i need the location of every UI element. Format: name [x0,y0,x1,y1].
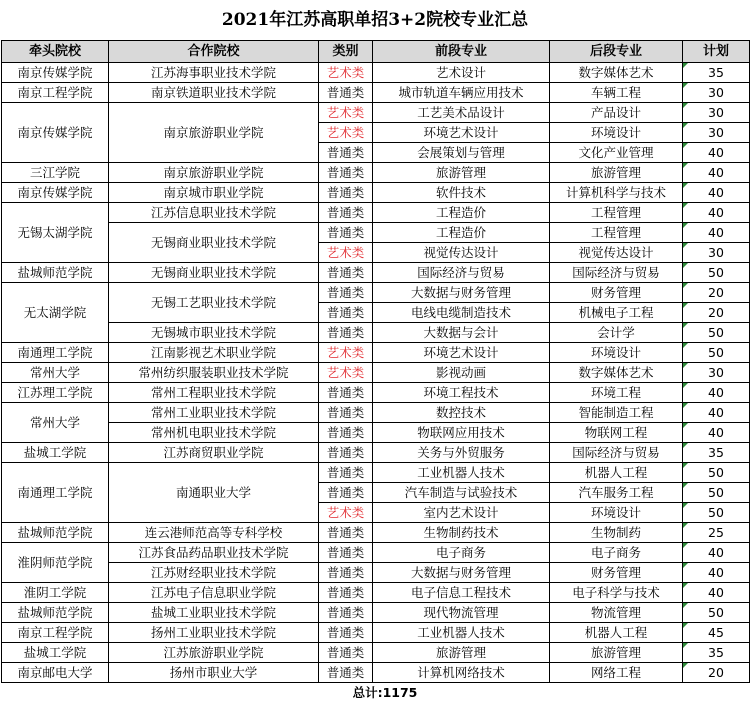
table-row [2,383,750,403]
front-cell: 电线电缆制造技术 [373,303,550,323]
type-cell: 普通类 [319,263,373,283]
partner-cell: 南京铁道职业技术学院 [109,83,319,103]
table-row [2,583,750,603]
back-cell: 财务管理 [550,283,683,303]
table-row [2,603,750,623]
type-cell: 普通类 [319,163,373,183]
table-row [2,323,750,343]
back-cell: 旅游管理 [550,643,683,663]
partner-cell: 常州工程职业技术学院 [109,383,319,403]
plan-cell: 40 [683,383,750,403]
type-cell: 艺术类 [319,123,373,143]
partner-cell: 南京旅游职业学院 [109,163,319,183]
header-plan: 计划 [683,41,750,63]
partner-cell: 江苏食品药品职业技术学院 [109,543,319,563]
partner-cell: 江苏信息职业技术学院 [109,203,319,223]
back-cell: 机械电子工程 [550,303,683,323]
type-cell: 普通类 [319,183,373,203]
lead-cell: 盐城师范学院 [2,263,109,283]
table-row [2,63,750,83]
lead-cell: 南京传媒学院 [2,103,109,163]
lead-cell: 盐城工学院 [2,443,109,463]
type-cell: 普通类 [319,303,373,323]
type-cell: 普通类 [319,583,373,603]
front-cell: 数控技术 [373,403,550,423]
plan-cell: 35 [683,63,750,83]
back-cell: 国际经济与贸易 [550,443,683,463]
back-cell: 物流管理 [550,603,683,623]
plan-cell: 50 [683,503,750,523]
front-cell: 工程造价 [373,203,550,223]
plan-cell: 30 [683,83,750,103]
back-cell: 工程管理 [550,203,683,223]
partner-cell: 南京旅游职业学院 [109,103,319,163]
table-row [2,403,750,423]
plan-cell: 30 [683,123,750,143]
front-cell: 电子信息工程技术 [373,583,550,603]
table-row [2,363,750,383]
back-cell: 环境设计 [550,343,683,363]
sheet-title: 2021年江苏高职单招3+2院校专业汇总 [221,10,529,30]
type-cell: 普通类 [319,563,373,583]
plan-cell: 30 [683,103,750,123]
plan-cell: 40 [683,583,750,603]
program-table [1,40,750,683]
table-row [2,103,750,123]
plan-cell: 40 [683,223,750,243]
back-cell: 网络工程 [550,663,683,683]
back-cell: 环境设计 [550,123,683,143]
type-cell: 普通类 [319,383,373,403]
plan-cell: 40 [683,403,750,423]
back-cell: 文化产业管理 [550,143,683,163]
type-cell: 普通类 [319,483,373,503]
plan-cell: 50 [683,463,750,483]
table-row [2,263,750,283]
type-cell: 普通类 [319,323,373,343]
plan-cell: 20 [683,283,750,303]
back-cell: 产品设计 [550,103,683,123]
table-row [2,423,750,443]
partner-cell: 无锡工艺职业技术学院 [109,283,319,323]
partner-cell: 江南影视艺术职业学院 [109,343,319,363]
plan-cell: 35 [683,443,750,463]
back-cell: 数字媒体艺术 [550,363,683,383]
plan-cell: 30 [683,243,750,263]
lead-cell: 南京工程学院 [2,623,109,643]
lead-cell: 南通理工学院 [2,463,109,523]
type-cell: 艺术类 [319,243,373,263]
plan-cell: 40 [683,163,750,183]
table-row [2,523,750,543]
front-cell: 工程造价 [373,223,550,243]
front-cell: 工业机器人技术 [373,623,550,643]
header-back: 后段专业 [550,41,683,63]
table-row [2,283,750,303]
lead-cell: 淮阴工学院 [2,583,109,603]
front-cell: 国际经济与贸易 [373,263,550,283]
type-cell: 普通类 [319,463,373,483]
back-cell: 汽车服务工程 [550,483,683,503]
back-cell: 机器人工程 [550,463,683,483]
front-cell: 工业机器人技术 [373,463,550,483]
front-cell: 环境艺术设计 [373,123,550,143]
front-cell: 环境艺术设计 [373,343,550,363]
lead-cell: 南京工程学院 [2,83,109,103]
back-cell: 旅游管理 [550,163,683,183]
partner-cell: 常州工业职业技术学院 [109,403,319,423]
back-cell: 财务管理 [550,563,683,583]
back-cell: 环境工程 [550,383,683,403]
table-row [2,343,750,363]
back-cell: 国际经济与贸易 [550,263,683,283]
front-cell: 旅游管理 [373,163,550,183]
partner-cell: 无锡城市职业技术学院 [109,323,319,343]
lead-cell: 常州大学 [2,403,109,443]
total-line: 总计:1175 [352,685,418,700]
lead-cell: 三江学院 [2,163,109,183]
type-cell: 普通类 [319,203,373,223]
front-cell: 室内艺术设计 [373,503,550,523]
table-row [2,83,750,103]
partner-cell: 江苏财经职业技术学院 [109,563,319,583]
partner-cell: 扬州市职业大学 [109,663,319,683]
table-row [2,463,750,483]
lead-cell: 江苏理工学院 [2,383,109,403]
partner-cell: 常州纺织服装职业技术学院 [109,363,319,383]
front-cell: 现代物流管理 [373,603,550,623]
lead-cell: 淮阴师范学院 [2,543,109,583]
partner-cell: 扬州工业职业技术学院 [109,623,319,643]
plan-cell: 30 [683,363,750,383]
plan-cell: 40 [683,143,750,163]
front-cell: 生物制药技术 [373,523,550,543]
plan-cell: 40 [683,423,750,443]
front-cell: 视觉传达设计 [373,243,550,263]
front-cell: 旅游管理 [373,643,550,663]
front-cell: 艺术设计 [373,63,550,83]
partner-cell: 江苏旅游职业学院 [109,643,319,663]
partner-cell: 江苏商贸职业学院 [109,443,319,463]
plan-cell: 35 [683,643,750,663]
plan-cell: 40 [683,183,750,203]
type-cell: 艺术类 [319,343,373,363]
type-cell: 普通类 [319,83,373,103]
table-row [2,623,750,643]
plan-cell: 25 [683,523,750,543]
header-lead: 牵头院校 [2,41,109,63]
front-cell: 影视动画 [373,363,550,383]
front-cell: 环境工程技术 [373,383,550,403]
back-cell: 车辆工程 [550,83,683,103]
table-row [2,443,750,463]
header-row [2,41,750,63]
back-cell: 机器人工程 [550,623,683,643]
lead-cell: 南通理工学院 [2,343,109,363]
plan-cell: 50 [683,323,750,343]
partner-cell: 南京城市职业学院 [109,183,319,203]
back-cell: 数字媒体艺术 [550,63,683,83]
partner-cell: 江苏海事职业技术学院 [109,63,319,83]
type-cell: 普通类 [319,443,373,463]
type-cell: 普通类 [319,663,373,683]
type-cell: 普通类 [319,603,373,623]
partner-cell: 常州机电职业技术学院 [109,423,319,443]
back-cell: 会计学 [550,323,683,343]
header-front: 前段专业 [373,41,550,63]
table-row [2,223,750,243]
table-row [2,163,750,183]
front-cell: 大数据与会计 [373,323,550,343]
back-cell: 计算机科学与技术 [550,183,683,203]
type-cell: 普通类 [319,423,373,443]
type-cell: 普通类 [319,523,373,543]
partner-cell: 无锡商业职业技术学院 [109,263,319,283]
front-cell: 计算机网络技术 [373,663,550,683]
lead-cell: 盐城师范学院 [2,523,109,543]
lead-cell: 盐城工学院 [2,643,109,663]
header-type: 类别 [319,41,373,63]
partner-cell: 连云港师范高等专科学校 [109,523,319,543]
plan-cell: 40 [683,543,750,563]
type-cell: 艺术类 [319,103,373,123]
back-cell: 电子科学与技术 [550,583,683,603]
plan-cell: 50 [683,603,750,623]
partner-cell: 无锡商业职业技术学院 [109,223,319,263]
lead-cell: 无太湖学院 [2,283,109,343]
lead-cell: 常州大学 [2,363,109,383]
plan-cell: 20 [683,303,750,323]
plan-cell: 50 [683,263,750,283]
back-cell: 环境设计 [550,503,683,523]
partner-cell: 南通职业大学 [109,463,319,523]
plan-cell: 20 [683,663,750,683]
plan-cell: 40 [683,563,750,583]
front-cell: 电子商务 [373,543,550,563]
front-cell: 大数据与财务管理 [373,563,550,583]
lead-cell: 南京传媒学院 [2,63,109,83]
back-cell: 物联网工程 [550,423,683,443]
front-cell: 城市轨道车辆应用技术 [373,83,550,103]
front-cell: 汽车制造与试验技术 [373,483,550,503]
type-cell: 普通类 [319,403,373,423]
back-cell: 工程管理 [550,223,683,243]
plan-cell: 40 [683,203,750,223]
partner-cell: 盐城工业职业技术学院 [109,603,319,623]
back-cell: 视觉传达设计 [550,243,683,263]
table-row [2,543,750,563]
table-row [2,563,750,583]
back-cell: 智能制造工程 [550,403,683,423]
front-cell: 物联网应用技术 [373,423,550,443]
lead-cell: 盐城师范学院 [2,603,109,623]
type-cell: 普通类 [319,223,373,243]
type-cell: 艺术类 [319,363,373,383]
plan-cell: 45 [683,623,750,643]
front-cell: 软件技术 [373,183,550,203]
front-cell: 大数据与财务管理 [373,283,550,303]
partner-cell: 江苏电子信息职业学院 [109,583,319,603]
back-cell: 生物制药 [550,523,683,543]
table-row [2,663,750,683]
back-cell: 电子商务 [550,543,683,563]
table-row [2,183,750,203]
front-cell: 关务与外贸服务 [373,443,550,463]
type-cell: 艺术类 [319,63,373,83]
plan-cell: 50 [683,343,750,363]
type-cell: 普通类 [319,143,373,163]
type-cell: 艺术类 [319,503,373,523]
plan-cell: 50 [683,483,750,503]
type-cell: 普通类 [319,283,373,303]
front-cell: 会展策划与管理 [373,143,550,163]
header-partner: 合作院校 [109,41,319,63]
type-cell: 普通类 [319,543,373,563]
type-cell: 普通类 [319,643,373,663]
type-cell: 普通类 [319,623,373,643]
table-row [2,643,750,663]
front-cell: 工艺美术品设计 [373,103,550,123]
table-row [2,203,750,223]
lead-cell: 南京邮电大学 [2,663,109,683]
lead-cell: 无锡太湖学院 [2,203,109,263]
lead-cell: 南京传媒学院 [2,183,109,203]
